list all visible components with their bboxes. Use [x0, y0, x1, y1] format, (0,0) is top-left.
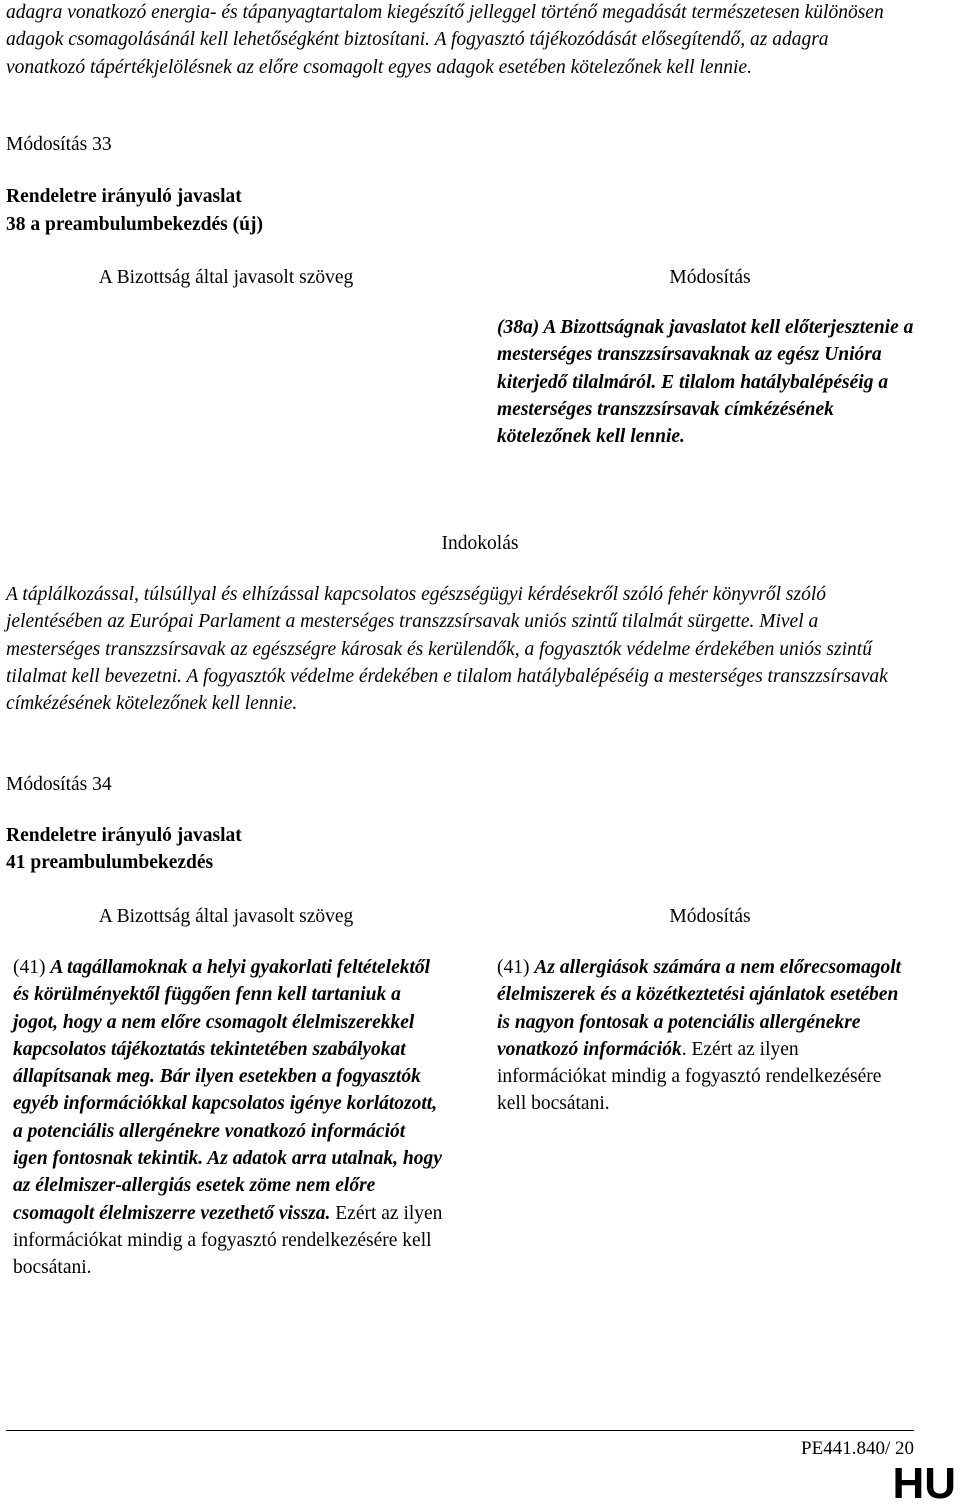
- amendment-34-proposal-line: Rendeletre irányuló javaslat: [6, 825, 242, 846]
- amendment-33-right-text: (38a) A Bizottságnak javaslatot kell előterjesztenie a mesterséges transzzsírsavaknak az egész Unióra kiterjedő tilalmáról. E tilalom hatálybalépéséig a mesterséges transzzsírsavak címkézésének kötelezőnek kell lennie.: [497, 317, 914, 448]
- footer-document-reference: PE441.840/ 20: [801, 1438, 914, 1459]
- footer-divider: [6, 1430, 914, 1431]
- amendment-34-right-column-header: Módosítás: [669, 906, 751, 927]
- left-retained-text: Ezért az ilyen információkat mindig a fogyasztó rendelkezésére kell bocsátani.: [13, 1202, 443, 1279]
- amendment-34-title: Módosítás 34: [6, 774, 112, 795]
- left-recital-number: (41): [13, 957, 51, 978]
- right-new-text: Az allergiások számára a nem előrecsomagolt élelmiszerek és a közétkeztetési ajánlatok esetében is nagyon fontosak a potenciális allergénekre vonatkozó információk: [497, 957, 902, 1060]
- amendment-33-justification-header: Indokolás: [441, 533, 519, 554]
- amendment-34-recital-line: 41 preambulumbekezdés: [6, 852, 214, 873]
- left-deleted-text: A tagállamoknak a helyi gyakorlati feltételektől és körülményektől függően fenn kell tartaniuk a jogot, hogy a nem előre csomagolt élelmiszerekkel kapcsolatos tájékoztatás tekintetében szabályokat állapítsanak meg. Bár ilyen esetekben a fogyasztók egyéb információkkal kapcsolatos igénye korlátozott, a potenciális allergénekre vonatkozó információt igen fontosnak tekintik. Az adatok arra utalnak, hogy az élelmiszer-allergiás esetek zöme nem előre csomagolt élelmiszerre vezethető vissza.: [13, 957, 442, 1224]
- amendment-33-proposal-line: Rendeletre irányuló javaslat: [6, 186, 242, 207]
- right-recital-number: (41): [497, 957, 535, 978]
- amendment-33-title: Módosítás 33: [6, 134, 112, 155]
- amendment-33-justification-text: A táplálkozással, túlsúllyal és elhízással kapcsolatos egészségügyi kérdésekről szóló fehér könyvről szóló jelentésében az Európai Parlament a mesterséges transzzsírsavak uniós szintű tilalmát sürgette. Mivel a mesterséges transzzsírsavak az egészségre károsak és kerülendők, a fogyasztók védelme érdekében uniós szintű tilalmat kell bevezetni. A fogyasztók védelme érdekében e tilalom hatálybalépéséig a mesterséges transzzsírsavak címkézésének kötelezőnek kell lennie.: [6, 584, 888, 715]
- amendment-33-right-column-header: Módosítás: [669, 267, 751, 288]
- right-retained-text: . Ezért az ilyen információkat mindig a fogyasztó rendelkezésére kell bocsátani.: [497, 1038, 882, 1115]
- footer-language-code: HU: [892, 1459, 956, 1508]
- amendment-34-right-text: [497, 954, 907, 1118]
- amendment-33-recital-line: 38 a preambulumbekezdés (új): [6, 214, 263, 235]
- amendment-34-left-column-header: A Bizottság által javasolt szöveg: [98, 906, 354, 927]
- amendment-33-left-column-header: A Bizottság által javasolt szöveg: [98, 267, 354, 288]
- amendment-34-left-text: [13, 954, 443, 1282]
- intro-paragraph: adagra vonatkozó energia- és tápanyagtartalom kiegészítő jelleggel történő megadását természetesen különösen adagok csomagolásánál kell lehetőségként biztosítani. A fogyasztó tájékozódását elősegítendő, az adagra vonatkozó tápértékjelölésnek az előre csomagolt egyes adagok esetében kötelezőnek kell lennie.: [6, 2, 884, 78]
